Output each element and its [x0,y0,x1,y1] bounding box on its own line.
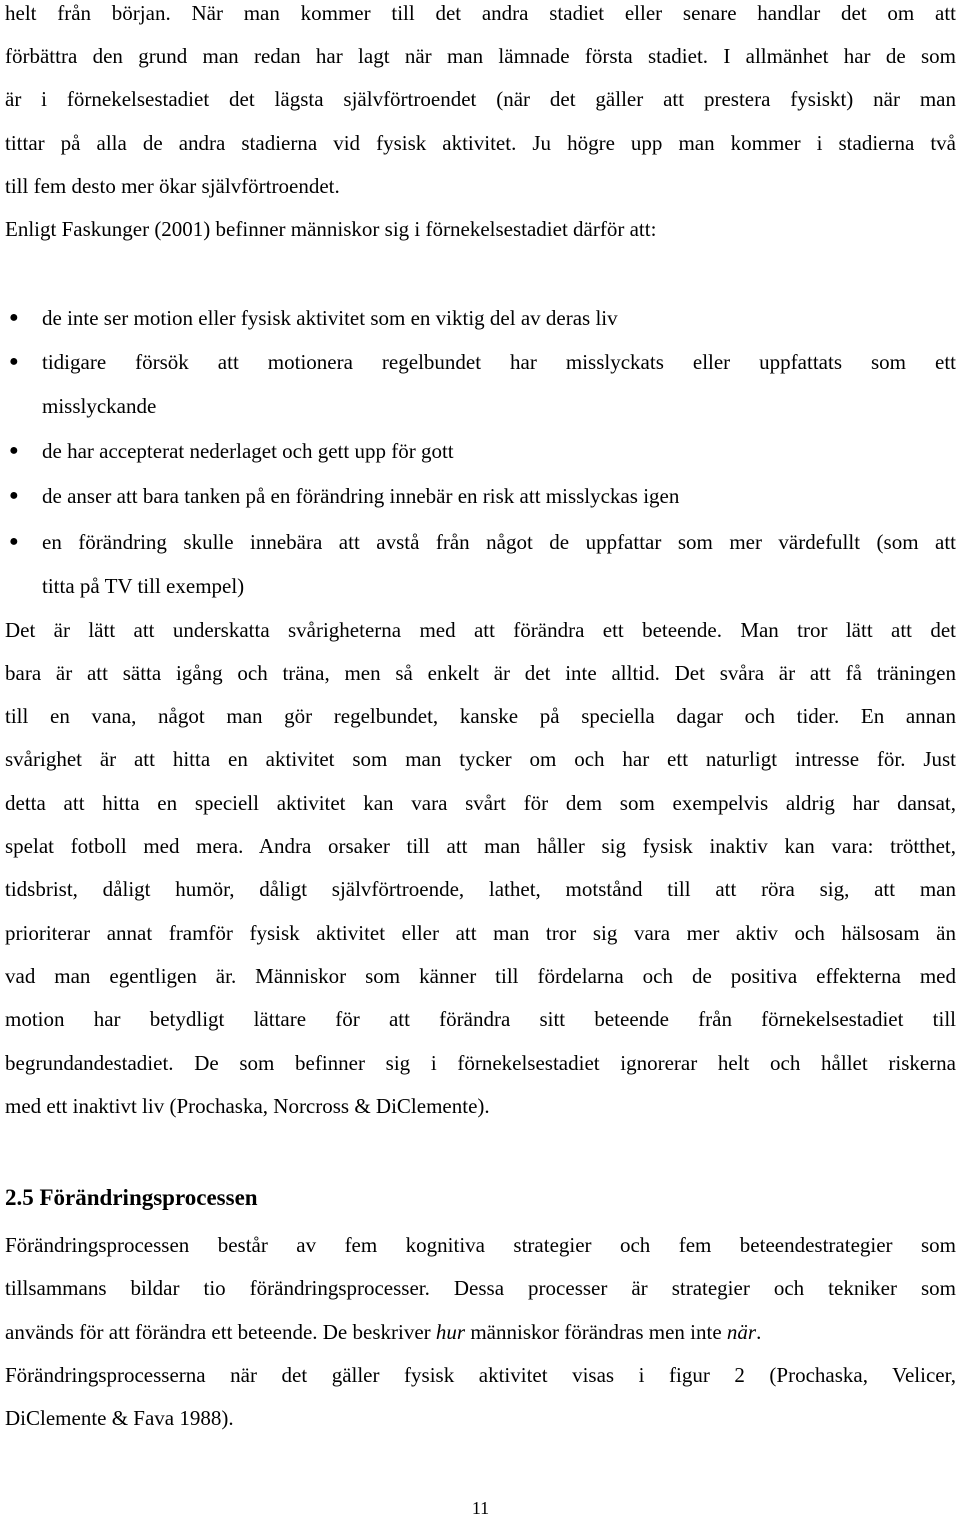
emphasis-text: hur [435,1320,466,1344]
paragraph-line: tittar på alla de andra stadierna vid fysisk aktivitet. Ju högre upp man kommer i stadierna två [5,131,956,155]
paragraph-line: bara är att sätta igång och träna, men så enkelt är det inte alltid. Det svåra är att få träningen [5,661,956,685]
list-item-text: tidigare försök att motionera regelbundet har misslyckats eller uppfattats som ett [42,350,956,374]
paragraph-line: till en vana, något man gör regelbundet, kanske på speciella dagar och tider. En annan [5,704,956,728]
paragraph-line: begrundandestadiet. De som befinner sig i förnekelsestadiet ignorerar helt och hållet riskerna [5,1051,956,1075]
paragraph-line: detta att hitta en speciell aktivitet kan vara svårt för dem som exempelvis aldrig har dansat, [5,791,956,815]
paragraph-line: DiClemente & Fava 1988). [5,1406,234,1430]
bullet-icon: ● [9,533,19,550]
list-item [9,438,956,464]
list-item [9,529,956,555]
paragraph-line: motion har betydligt lättare för att förändra sitt beteende från förnekelsestadiet till [5,1007,956,1031]
paragraph-line: Förändringsprocesserna när det gäller fysisk aktivitet visas i figur 2 (Prochaska, Velicer, [5,1363,956,1387]
paragraph-line [5,1319,956,1345]
paragraph-line: med ett inaktivt liv (Prochaska, Norcross & DiClemente). [5,1094,490,1118]
text-run: människor förändras men inte [465,1320,727,1344]
paragraph-line: tillsammans bildar tio förändringsprocesser. Dessa processer är strategier och tekniker som [5,1276,956,1300]
paragraph-line: svårighet är att hitta en aktivitet som man tycker om och har ett naturligt intresse för. Just [5,747,956,771]
bullet-icon: ● [9,309,19,326]
paragraph-line: är i förnekelsestadiet det lägsta självförtroendet (när det gäller att prestera fysiskt) när man [5,87,956,111]
list-item-text: en förändring skulle innebära att avstå från något de uppfattar som mer värdefullt (som att [42,530,956,554]
list-item-text: de inte ser motion eller fysisk aktivitet som en viktig del av deras liv [42,306,618,330]
text-run: används för att förändra ett beteende. De beskriver [5,1320,436,1344]
paragraph-line: vad man egentligen är. Människor som känner till fördelarna och de positiva effekterna med [5,964,956,988]
bullet-icon: ● [9,353,19,370]
list-item-continuation: titta på TV till exempel) [42,574,245,598]
emphasis-text: när [726,1320,757,1344]
paragraph-line: helt från början. När man kommer till det andra stadiet eller senare handlar det om att [5,1,956,25]
paragraph-line: till fem desto mer ökar självförtroendet. [5,174,340,198]
list-item [9,349,956,375]
list-item [9,483,956,509]
intro-line: Enligt Faskunger (2001) befinner människor sig i förnekelsestadiet därför att: [5,217,657,241]
list-item-continuation: misslyckande [42,394,157,418]
bullet-icon: ● [9,442,19,459]
page-number: 11 [471,1498,490,1518]
paragraph-line: spelat fotboll med mera. Andra orsaker till att man håller sig fysisk inaktiv kan vara: trötthet, [5,834,956,858]
paragraph-line: Förändringsprocessen består av fem kognitiva strategier och fem beteendestrategier som [5,1233,956,1257]
paragraph-line: Det är lätt att underskatta svårigheterna med att förändra ett beteende. Man tror lätt att det [5,618,956,642]
list-item-text: de har accepterat nederlaget och gett upp för gott [42,439,454,463]
text-run: . [756,1320,762,1344]
bullet-icon: ● [9,487,19,504]
list-item [9,305,956,331]
section-heading: 2.5 Förändringsprocessen [5,1185,258,1210]
paragraph-line: prioriterar annat framför fysisk aktivitet eller att man tror sig vara mer aktiv och hälsosam än [5,921,956,945]
list-item-text: de anser att bara tanken på en förändring innebär en risk att misslyckas igen [42,484,680,508]
paragraph-line: förbättra den grund man redan har lagt när man lämnade första stadiet. I allmänhet har de som [5,44,956,68]
paragraph-line: tidsbrist, dåligt humör, dåligt självförtroende, lathet, motstånd till att röra sig, att man [5,877,956,901]
